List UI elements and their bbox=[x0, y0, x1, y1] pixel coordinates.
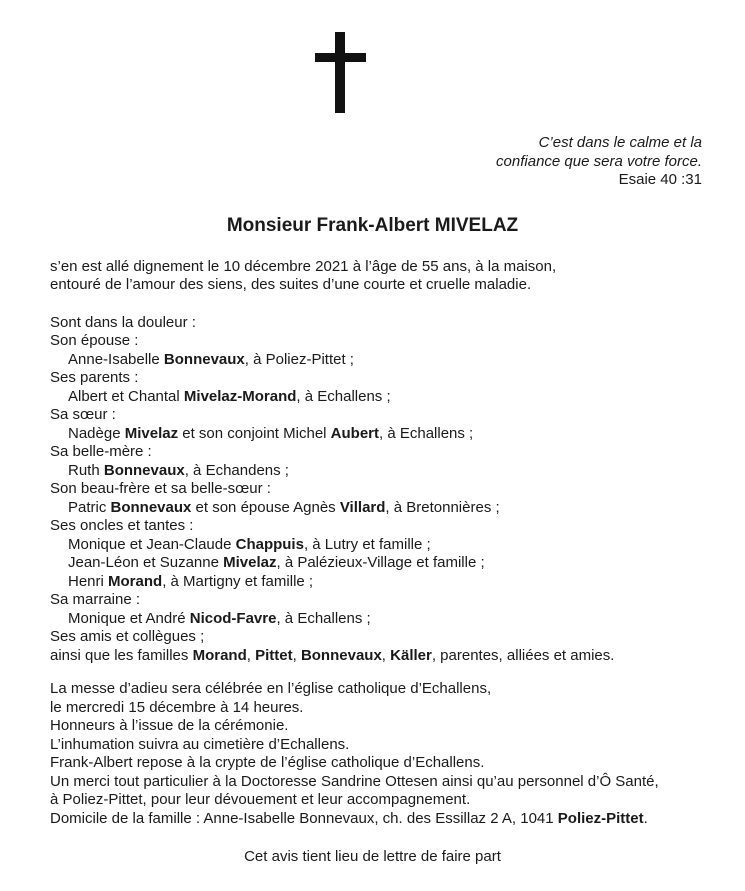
text-line bbox=[50, 810, 705, 829]
text-segment: Monique et André bbox=[68, 609, 190, 627]
quote-line: C’est dans le calme et la bbox=[538, 134, 702, 151]
text-segment: , parentes, alliées et amies. bbox=[431, 646, 615, 664]
family-name-bold: Nicod-Favre bbox=[189, 609, 277, 627]
text-line bbox=[50, 499, 705, 518]
text-line bbox=[50, 480, 705, 499]
text-segment: Son beau-frère et sa belle-sœur : bbox=[50, 480, 271, 497]
text-segment: , à Echandens ; bbox=[184, 461, 289, 479]
text-segment: Nadège bbox=[68, 424, 125, 442]
text-line bbox=[50, 610, 705, 629]
text-segment: Monique et Jean-Claude bbox=[68, 535, 236, 553]
text-line bbox=[50, 736, 705, 755]
text-line bbox=[50, 699, 705, 718]
text-segment: et son épouse Agnès bbox=[191, 498, 340, 516]
text-line bbox=[50, 517, 705, 536]
text-segment: Frank-Albert repose à la crypte de l’église catholique d’Echallens. bbox=[50, 754, 485, 771]
text-line bbox=[50, 554, 705, 573]
text-line bbox=[50, 443, 705, 462]
block-intro bbox=[50, 258, 705, 295]
text-segment: Ses oncles et tantes : bbox=[50, 517, 194, 534]
family-name-bold: Mivelaz bbox=[124, 424, 179, 442]
text-line bbox=[50, 332, 705, 351]
text-line bbox=[50, 351, 705, 370]
text-segment: , à Poliez-Pittet ; bbox=[244, 350, 354, 368]
text-line bbox=[50, 791, 705, 810]
text-line bbox=[50, 680, 705, 699]
text-segment: le mercredi 15 décembre à 14 heures. bbox=[50, 698, 304, 716]
text-line bbox=[50, 388, 705, 407]
block-ceremony bbox=[50, 680, 705, 828]
text-segment: , à Lutry et famille ; bbox=[303, 535, 431, 553]
text-segment: , bbox=[246, 646, 256, 664]
family-name-bold: Käller bbox=[390, 646, 432, 664]
text-segment: ainsi que les familles bbox=[50, 646, 193, 664]
text-line bbox=[50, 628, 705, 647]
family-name-bold: Pittet bbox=[255, 646, 293, 664]
family-name-bold: Bonnevaux bbox=[103, 461, 185, 479]
text-segment: , à Bretonnières ; bbox=[385, 498, 500, 516]
text-line bbox=[50, 773, 705, 792]
text-segment: . bbox=[643, 809, 648, 827]
text-line bbox=[50, 276, 705, 295]
text-segment: , à Palézieux-Village et famille ; bbox=[276, 554, 485, 571]
family-name-bold: Mivelaz bbox=[223, 554, 277, 571]
closing-line: Cet avis tient lieu de lettre de faire part bbox=[244, 848, 501, 865]
text-segment: , à Echallens ; bbox=[296, 387, 391, 405]
latin-cross-icon bbox=[315, 32, 366, 113]
scripture-quote bbox=[0, 134, 702, 190]
text-line bbox=[50, 717, 705, 736]
family-name-bold: Mivelaz-Morand bbox=[183, 387, 297, 405]
text-segment: Henri bbox=[68, 572, 109, 590]
text-segment: s’en est allé dignement le 10 décembre 2021 à l’âge de 55 ans, à la maison, bbox=[50, 257, 557, 275]
text-segment: Patric bbox=[68, 498, 111, 516]
text-segment: Sa marraine : bbox=[50, 591, 141, 608]
text-segment: Ses amis et collègues ; bbox=[50, 628, 205, 645]
text-segment: Jean-Léon et Suzanne bbox=[68, 554, 224, 571]
family-name-bold: Aubert bbox=[330, 424, 379, 442]
text-segment: La messe d’adieu sera célébrée en l’église catholique d’Echallens, bbox=[50, 680, 492, 697]
text-segment: Anne-Isabelle bbox=[68, 350, 164, 368]
text-line bbox=[50, 647, 705, 666]
text-segment: Honneurs à l’issue de la cérémonie. bbox=[50, 717, 289, 734]
text-segment: , à Martigny et famille ; bbox=[162, 572, 314, 590]
text-segment: , bbox=[381, 646, 391, 664]
family-name-bold: Bonnevaux bbox=[163, 350, 245, 368]
text-line bbox=[50, 591, 705, 610]
cross-horizontal-bar bbox=[315, 53, 366, 62]
block-family bbox=[50, 314, 705, 666]
text-segment: Albert et Chantal bbox=[68, 387, 184, 405]
deceased-name-title: Monsieur Frank-Albert MIVELAZ bbox=[226, 214, 519, 236]
text-line bbox=[50, 754, 705, 773]
text-segment: entouré de l’amour des siens, des suites d’une courte et cruelle maladie. bbox=[50, 276, 532, 293]
text-line bbox=[50, 536, 705, 555]
scripture-reference: Esaie 40 :31 bbox=[618, 171, 702, 188]
text-segment: à Poliez-Pittet, pour leur dévouement et leur accompagnement. bbox=[50, 791, 471, 808]
family-name-bold: Morand bbox=[192, 646, 247, 664]
text-segment: Sa belle-mère : bbox=[50, 443, 152, 460]
quote-line: confiance que sera votre force. bbox=[496, 152, 702, 170]
text-segment: , à Echallens ; bbox=[276, 609, 371, 627]
text-line bbox=[50, 258, 705, 277]
text-line bbox=[50, 369, 705, 388]
text-segment: Ruth bbox=[68, 461, 104, 479]
text-segment: , bbox=[292, 646, 301, 664]
text-segment: Sont dans la douleur : bbox=[50, 313, 196, 331]
announcement-body bbox=[0, 258, 745, 829]
family-name-bold: Villard bbox=[339, 498, 386, 516]
text-segment: Domicile de la famille : Anne-Isabelle Bonnevaux, ch. des Essillaz 2 A, 1041 bbox=[50, 809, 558, 827]
text-line bbox=[50, 425, 705, 444]
text-segment: L’inhumation suivra au cimetière d’Echallens. bbox=[50, 735, 350, 753]
text-line bbox=[50, 314, 705, 333]
text-segment: Son épouse : bbox=[50, 332, 139, 349]
text-line bbox=[50, 573, 705, 592]
text-segment: Sa sœur : bbox=[50, 406, 116, 423]
family-name-bold: Bonnevaux bbox=[110, 498, 192, 516]
family-name-bold: Bonnevaux bbox=[300, 646, 382, 664]
family-name-bold: Poliez-Pittet bbox=[557, 809, 644, 827]
text-line bbox=[50, 462, 705, 481]
cross-vertical-bar bbox=[335, 32, 345, 113]
family-name-bold: Chappuis bbox=[235, 535, 304, 553]
text-segment: Un merci tout particulier à la Doctoresse Sandrine Ottesen ainsi qu’au personnel d’Ô Santé, bbox=[50, 772, 659, 790]
text-line bbox=[50, 406, 705, 425]
text-segment: et son conjoint Michel bbox=[178, 424, 331, 442]
text-segment: Ses parents : bbox=[50, 369, 139, 386]
family-name-bold: Morand bbox=[108, 572, 163, 590]
text-segment: , à Echallens ; bbox=[379, 424, 474, 442]
